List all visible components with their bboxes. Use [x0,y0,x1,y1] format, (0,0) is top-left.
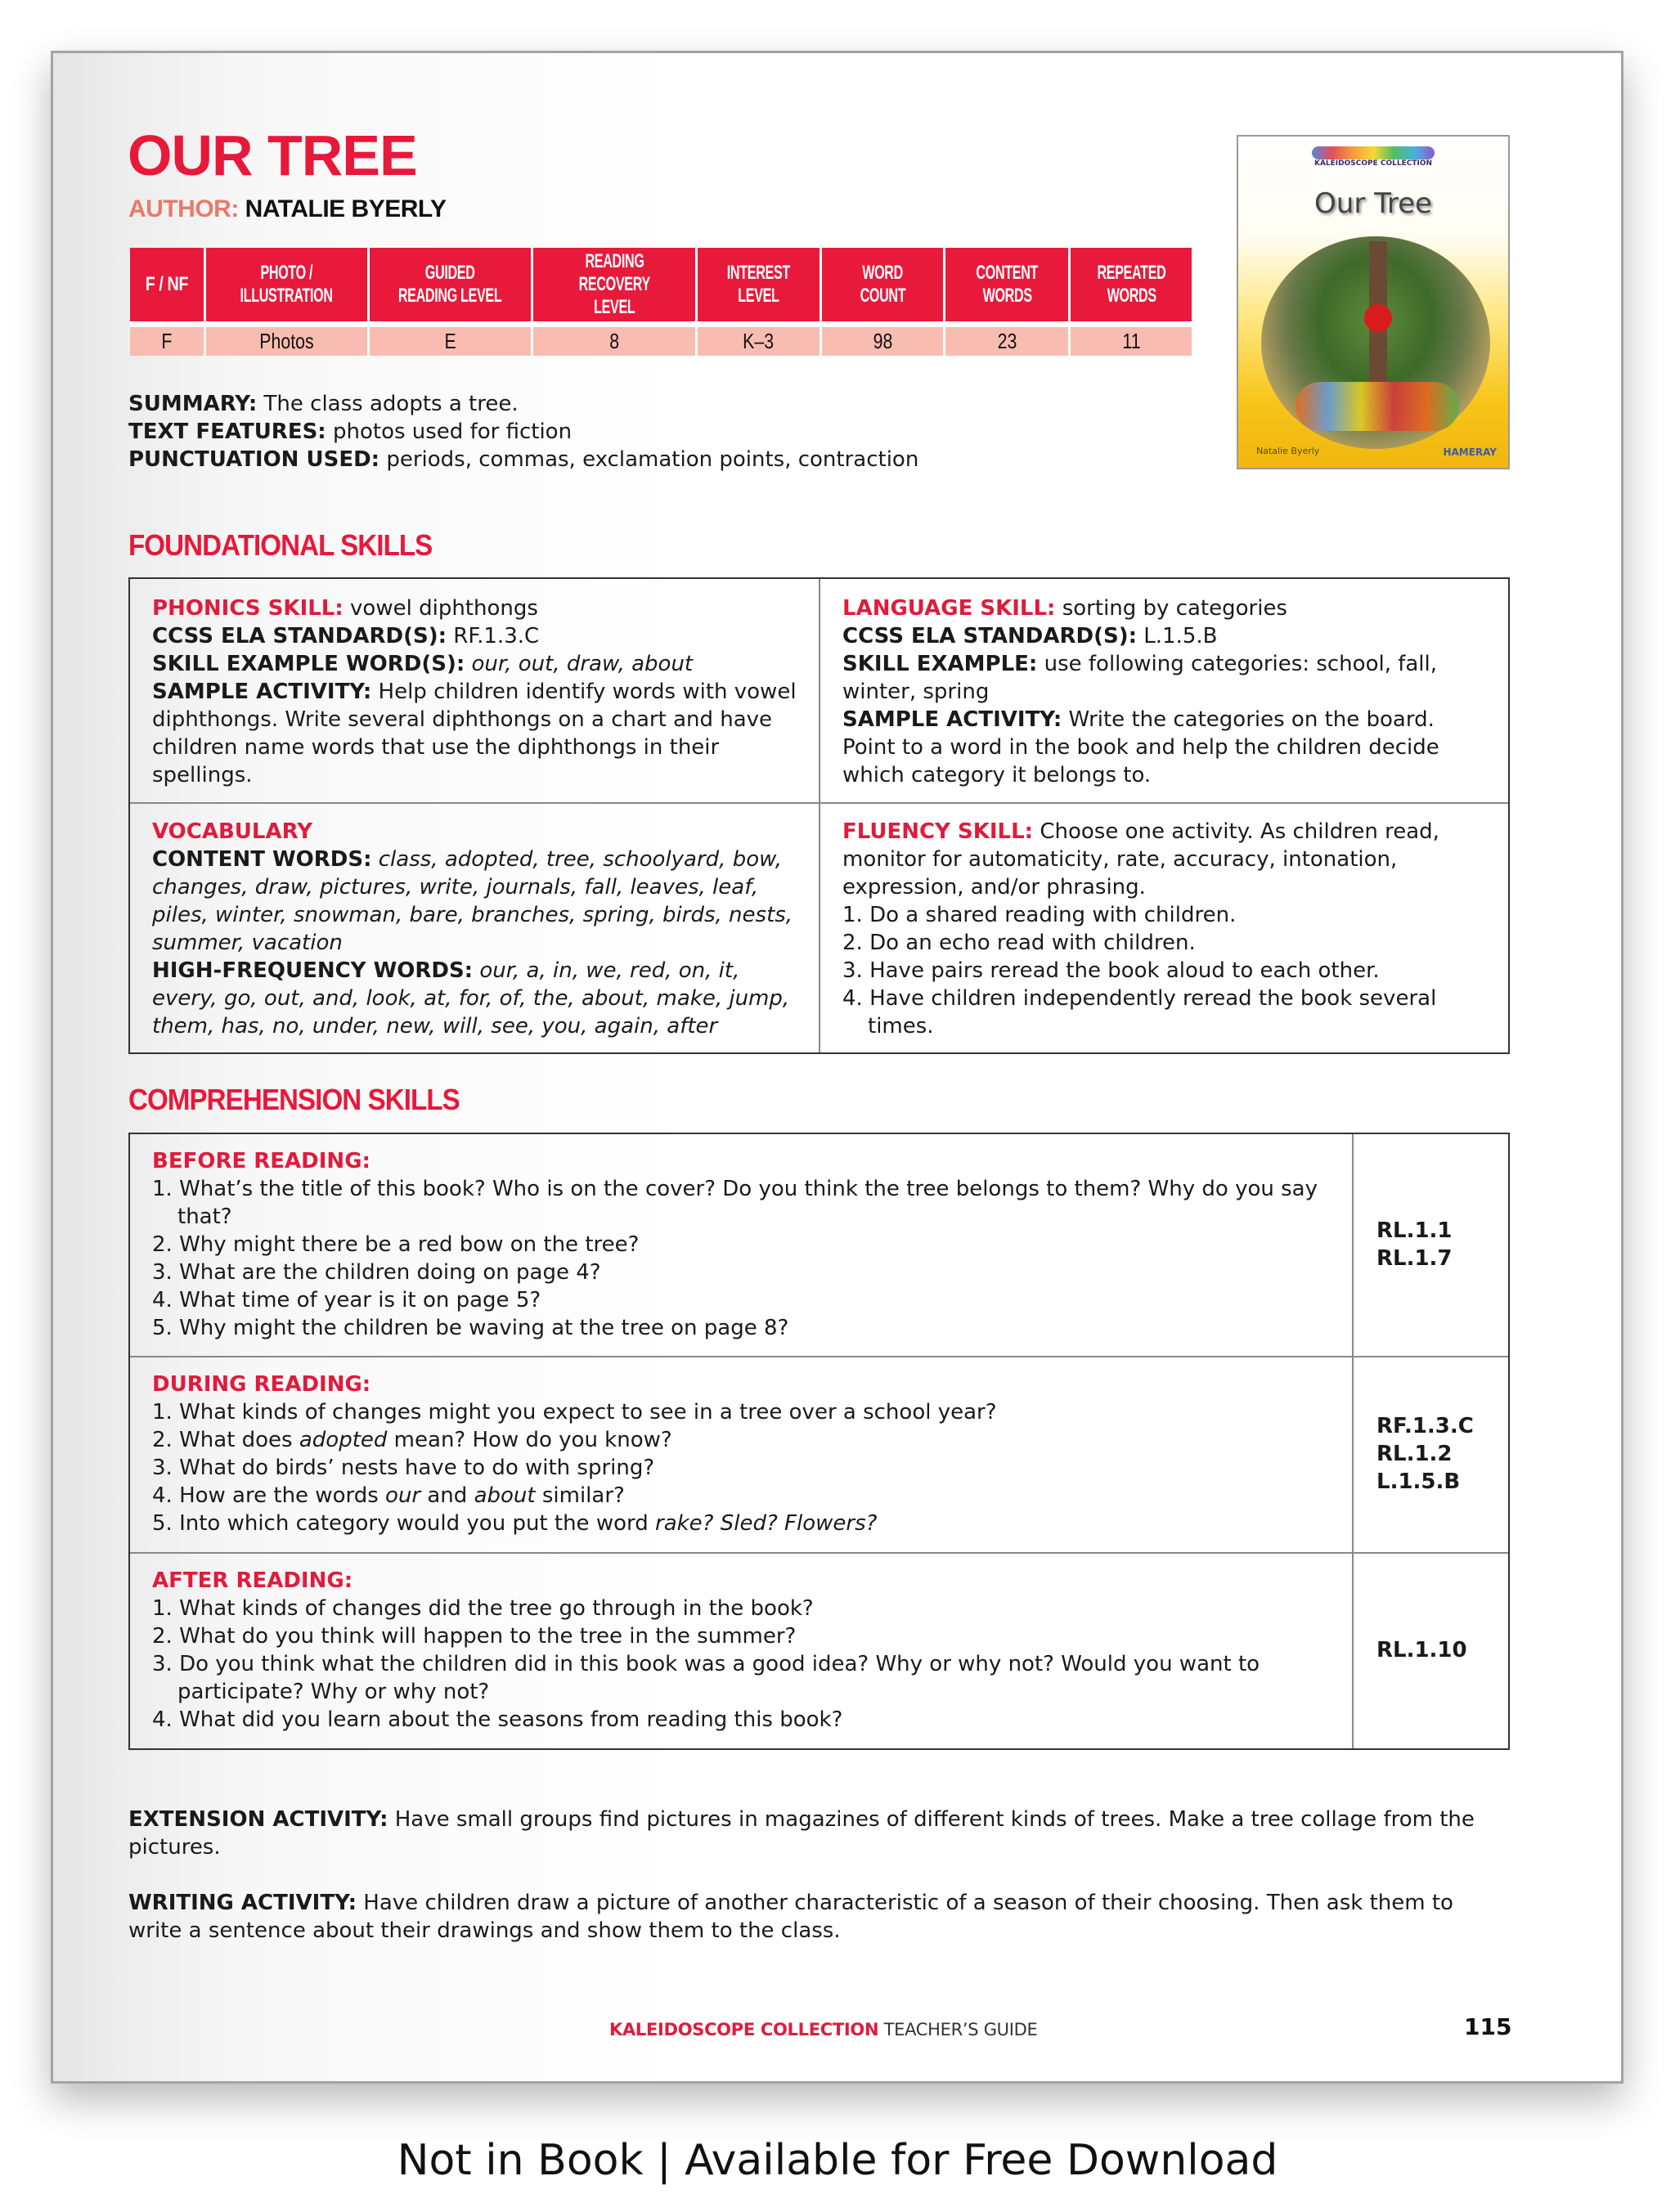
during-reading-cell: DURING READING: 1. What kinds of changes might you expect to see in a tree over a school year? 2. What does adopted mean? How do you know? 3. What do birds’ nests have to do with spring? 4. How are the words our and about similar? 5. Into which category would you put the word rake? Sled? Flowers? [152,1371,1338,1537]
header-repeated-words: REPEATED WORDS [1071,248,1192,321]
header-f-nf: F / NF [130,248,204,321]
list-item: 1. What kinds of changes did the tree go through in the book? [152,1596,814,1621]
value-word-count: 98 [822,321,944,356]
header-interest-level: INTEREST LEVEL [698,248,820,321]
standards-column-divider [1352,1134,1354,1748]
before-reading-standards: RL.1.1 RL.1.7 [1376,1218,1453,1271]
phonics-skill-cell: PHONICS SKILL: vowel diphthongs CCSS ELA STANDARD(S): RF.1.3.C SKILL EXAMPLE WORD(S): our, out, draw, about SAMPLE ACTIVITY: Help children identify words with vowel diphthongs. Write several diphthongs on a chart and have children name words that use the diphthongs in their spellings. [152,596,797,787]
value-interest-level: K–3 [698,321,820,356]
after-reading-standards: RL.1.10 [1376,1638,1467,1662]
cover-series: KALEIDOSCOPE COLLECTION [1314,159,1433,168]
list-item: 2. What does adopted mean? How do you know? [152,1428,672,1452]
activities-section [128,1806,1511,1945]
author-name: NATALIE BYERLY [245,195,447,222]
children-group-shape [1296,382,1459,431]
writing-activity: WRITING ACTIVITY: Have children draw a picture of another characteristic of a season of their choosing. Then ask them to write a sentence about their drawings and show them to the class. [128,1891,1453,1943]
after-reading-cell: AFTER READING: 1. What kinds of changes did the tree go through in the book? 2. What do you think will happen to the tree in the summer? 3. Do you think what the children did in this book was a good idea? Why or why not? Would you want to participate? Why or why not? 4. What did you learn about the seasons from reading this book? [152,1567,1338,1734]
list-item: 3. Do you think what the children did in this book was a good idea? Why or why not? Would you want to participate? Why or why not? [152,1652,1260,1704]
series-logo-icon [1312,146,1435,159]
list-item: 2. What do you think will happen to the tree in the summer? [152,1624,797,1649]
list-item: 4. How are the words our and about similar? [152,1483,625,1508]
red-bow-shape [1364,304,1392,332]
value-photo-illustration: Photos [206,321,368,356]
author-label: AUTHOR: [128,195,239,222]
after-reading-questions [152,1595,1338,1734]
book-title: OUR TREE [128,123,417,187]
grid-vertical-divider [819,579,820,1052]
before-reading-questions [152,1175,1338,1342]
cover-title: Our Tree [1314,187,1432,220]
row-divider-1 [130,1356,1508,1357]
book-stats-table [130,248,1197,356]
list-item: 4. What time of year is it on page 5? [152,1288,541,1312]
extension-activity: EXTENSION ACTIVITY: Have small groups find pictures in magazines of different kinds of trees. Make a tree collage from the pictures. [128,1807,1475,1860]
fluency-skill-cell: FLUENCY SKILL: Choose one activity. As children read, monitor for automaticity, rate, accuracy, intonation, expression, and/or phrasing. 1. Do a shared reading with children. 2. Do an echo read with children. 3. Have pairs reread the book aloud to each other. 4. Have children independently reread the book several times. [842,818,1489,1040]
punctuation-line: PUNCTUATION USED: periods, commas, exclamation points, contraction [128,447,919,472]
list-item: 1. Do a shared reading with children. [842,903,1237,927]
footer-guide: TEACHER’S GUIDE [878,2020,1038,2039]
list-item: 2. Why might there be a red bow on the tree? [152,1232,640,1257]
stats-value-row [130,321,1192,356]
foundational-skills-heading: FOUNDATIONAL SKILLS [128,528,433,562]
header-guided-reading-level: GUIDED READING LEVEL [370,248,530,321]
header-word-count: WORD COUNT [822,248,944,321]
page-number: 115 [1464,2013,1512,2040]
list-item: 3. What are the children doing on page 4? [152,1260,601,1285]
download-caption: Not in Book | Available for Free Download [397,2136,1278,2185]
list-item: 4. What did you learn about the seasons from reading this book? [152,1707,843,1732]
value-content-words: 23 [945,321,1068,356]
list-item: 5. Into which category would you put the word rake? Sled? Flowers? [152,1511,878,1536]
list-item: 3. Have pairs reread the book aloud to each other. [842,958,1380,983]
before-reading-cell: BEFORE READING: 1. What’s the title of this book? Who is on the cover? Do you think the tree belongs to them? Why do you say that? 2. Why might there be a red bow on the tree? 3. What are the children doing on page 4? 4. What time of year is it on page 5? 5. Why might the children be waving at the tree on page 8? [152,1147,1338,1342]
vocabulary-cell: VOCABULARY CONTENT WORDS: class, adopted, tree, schoolyard, bow, changes, draw, pictures, write, journals, fall, leaves, leaf, piles, winter, snowman, bare, branches, spring, birds, nests, summer, vacation HIGH-FREQUENCY WORDS: our, a, in, we, red, on, it, every, go, out, and, look, at, for, of, the, about, make, jump, them, has, no, under, new, will, see, you, again, after [152,819,793,1039]
during-reading-standards: RF.1.3.C RL.1.2 L.1.5.B [1376,1414,1474,1494]
language-skill-cell: LANGUAGE SKILL: sorting by categories CCSS ELA STANDARD(S): L.1.5.B SKILL EXAMPLE: use following categories: school, fall, winter, spring SAMPLE ACTIVITY: Write the categories on the board. Point to a word in the book and help the children decide which category it belongs to. [842,596,1439,787]
list-item: 1. What kinds of changes might you expect to see in a tree over a school year? [152,1400,997,1425]
fluency-activity-list [842,901,1489,1040]
footer-brand: KALEIDOSCOPE COLLECTION [609,2020,879,2039]
list-item: 2. Do an echo read with children. [842,931,1196,955]
publisher-logo: HAMERAY [1443,446,1497,458]
value-reading-recovery-level: 8 [533,321,695,356]
comprehension-skills-table [128,1133,1510,1750]
cover-author: Natalie Byerly [1256,446,1320,456]
value-repeated-words: 11 [1071,321,1192,356]
list-item: 3. What do birds’ nests have to do with spring? [152,1456,655,1480]
list-item: 4. Have children independently reread the book several times. [842,986,1437,1039]
during-reading-questions [152,1398,1338,1537]
list-item: 1. What’s the title of this book? Who is on the cover? Do you think the tree belongs to them? Why do you say that? [152,1177,1318,1229]
stats-header-row [130,248,1192,321]
page-footer [609,2020,1037,2039]
row-divider-2 [130,1552,1508,1554]
comprehension-skills-heading: COMPREHENSION SKILLS [128,1083,460,1116]
book-cover-image [1237,135,1510,469]
header-reading-recovery-level: READING RECOVERY LEVEL [533,248,695,321]
value-f-nf: F [130,321,204,356]
grid-horizontal-divider [130,802,1508,804]
header-photo-illustration: PHOTO / ILLUSTRATION [206,248,368,321]
list-item: 5. Why might the children be waving at the tree on page 8? [152,1316,789,1340]
author-line [128,195,446,224]
text-features-line: TEXT FEATURES: photos used for fiction [128,420,573,444]
summary-line: SUMMARY: The class adopts a tree. [128,392,519,416]
value-guided-reading-level: E [370,321,530,356]
header-content-words: CONTENT WORDS [945,248,1068,321]
foundational-skills-grid [128,577,1510,1054]
book-meta [128,390,918,473]
